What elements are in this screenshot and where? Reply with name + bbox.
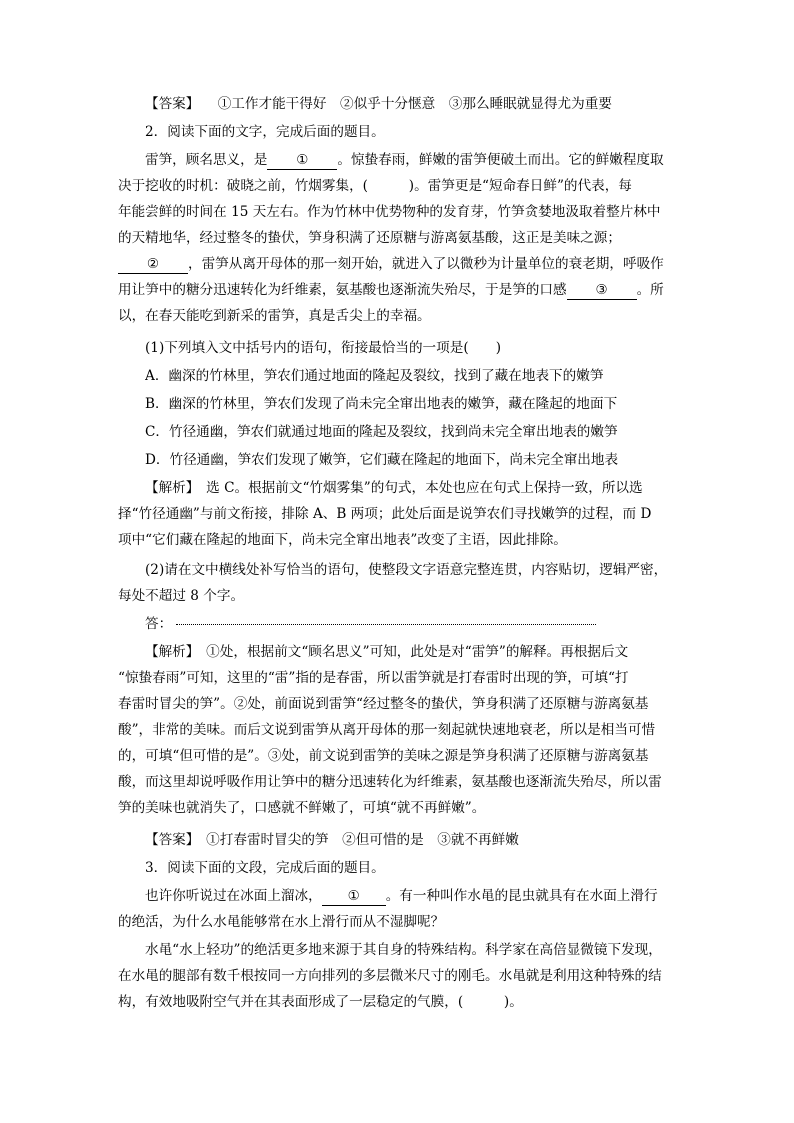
passage-line: 用让笋中的糖分迅速转化为纤维素，氨基酸也逐渐流失殆尽，于是笋的口感 ③ 。所 <box>118 282 664 298</box>
passage-line: 以，在春天能吃到新采的雷笋，真是舌尖上的幸福。 <box>118 308 431 324</box>
blank-3: ③ <box>567 281 637 300</box>
question-3-heading: 3．阅读下面的文段，完成后面的题目。 <box>145 860 385 876</box>
explanation-2: 【解析】 ①处，根据前文“顾名思义”可知，此处是对“雷笋”的解释。再根据后文 <box>145 644 629 660</box>
sub-question-2: (2)请在文中横线处补写恰当的语句，使整段文字语意完整连贯，内容贴切，逻辑严密， <box>145 562 668 578</box>
sub-question-1: (1)下列填入文中括号内的语句，衔接最恰当的一项是( ) <box>145 340 502 356</box>
explanation-line: “惊蛰春雨”可知，这里的“雷”指的是春雷，所以雷笋就是打春雷时出现的笋，可填“打 <box>118 670 629 686</box>
explanation-tag: 【解析】 <box>145 480 193 496</box>
answer-label: 答： <box>145 616 173 632</box>
passage-line: 水黾“水上轻功”的绝活更多地来源于其自身的特殊结构。科学家在高倍显微镜下发现， <box>145 942 662 958</box>
passage-line: 的天精地华，经过整冬的蛰伏，笋身积满了还原糖与游离氨基酸，这正是美味之源； <box>118 230 621 246</box>
passage-line: 年能尝鲜的时间在 15 天左右。作为竹林中优势物种的发育芽，竹笋贪婪地汲取着整片林中 <box>118 204 661 220</box>
answer-tag: 【答案】 <box>145 96 200 112</box>
passage-line: 的绝活，为什么水黾能够常在水上滑行而从不湿脚呢？ <box>118 914 445 930</box>
answer-2: 【答案】 ①打春雷时冒尖的笋 ②但可惜的是 ③就不再鲜嫩 <box>145 832 519 848</box>
explanation-line: 酸”，非常的美味。而后文说到雷笋从离开母体的那一刻起就快速地衰老，所以是相当可惜 <box>118 722 656 738</box>
answer-tag: 【答案】 <box>145 832 193 848</box>
sub-question-2-cont: 每处不超过 8 个字。 <box>118 588 245 604</box>
explanation-tag: 【解析】 <box>145 644 193 660</box>
explanation-line: 项中“它们藏在隆起的地面下，尚未完全窜出地表”改变了主语，因此排除。 <box>118 532 567 548</box>
answer-line <box>145 614 705 634</box>
passage-line: 在水黾的腿部有数千根按同一方向排列的多层微米尺寸的刚毛。水黾就是利用这种特殊的结 <box>118 968 662 984</box>
blank-1: ① <box>267 151 337 170</box>
passage-line: 雷笋，顾名思义，是 ① 。惊蛰春雨，鲜嫩的雷笋便破土而出。它的鲜嫩程度取 <box>145 152 664 168</box>
explanation-line: 酸，而这里却说呼吸作用让笋中的糖分迅速转化为纤维素，氨基酸也逐渐流失殆尽，所以雷 <box>118 774 662 790</box>
passage-line: ② ，雷笋从离开母体的那一刻开始，就进入了以微秒为计量单位的衰老期，呼吸作 <box>118 254 678 274</box>
passage-line: 构，有效地吸附空气并在其表面形成了一层稳定的气膜，( )。 <box>118 994 523 1010</box>
blank-2: ② <box>118 255 188 274</box>
explanation-line: 的，可填“但可惜的是”。③处，前文说到雷笋的美味之源是笋身积满了还原糖与游离氨基 <box>118 748 649 764</box>
option-c: C．竹径通幽，笋农们就通过地面的隆起及裂纹，找到尚未完全窜出地表的嫩笋 <box>145 424 618 440</box>
passage-line: 决于挖收的时机：破晓之前，竹烟雾集，( )。雷笋更是“短命春日鲜”的代表，每 <box>118 178 632 194</box>
option-d: D．竹径通幽，笋农们发现了嫩笋，它们藏在隆起的地面下，尚未完全窜出地表 <box>145 452 619 468</box>
answer-1 <box>145 94 705 114</box>
passage-line: 也许你听说过在冰面上溜冰， ① 。有一种叫作水黾的昆虫就具有在水面上滑行 <box>145 888 658 904</box>
explanation-line: 春雷时冒尖的笋”。②处，前面说到雷笋“经过整冬的蛰伏，笋身积满了还原糖与游离氨基 <box>118 696 649 712</box>
explanation-1: 【解析】 选 C。根据前文“竹烟雾集”的句式，本处也应在句式上保持一致，所以选 <box>145 480 643 496</box>
answer-dotted-line <box>176 624 596 625</box>
blank-1: ① <box>322 887 386 906</box>
answer-text: ①工作才能干得好 ②似乎十分惬意 ③那么睡眠就显得尤为重要 <box>217 96 612 112</box>
option-b: B．幽深的竹林里，笋农们发现了尚未完全窜出地表的嫩笋，藏在隆起的地面下 <box>145 396 618 412</box>
explanation-line: 择“竹径通幽”与前文衔接，排除 A、B 两项；此处后面是说笋农们寻找嫩笋的过程，而 D <box>118 506 652 522</box>
option-a: A．幽深的竹林里，笋农们通过地面的隆起及裂纹，找到了藏在地表下的嫩笋 <box>145 368 604 384</box>
question-2-heading: 2．阅读下面的文字，完成后面的题目。 <box>145 124 385 140</box>
explanation-line: 笋的美味也就消失了，口感就不鲜嫩了，可填“就不再鲜嫩”。 <box>118 800 486 816</box>
